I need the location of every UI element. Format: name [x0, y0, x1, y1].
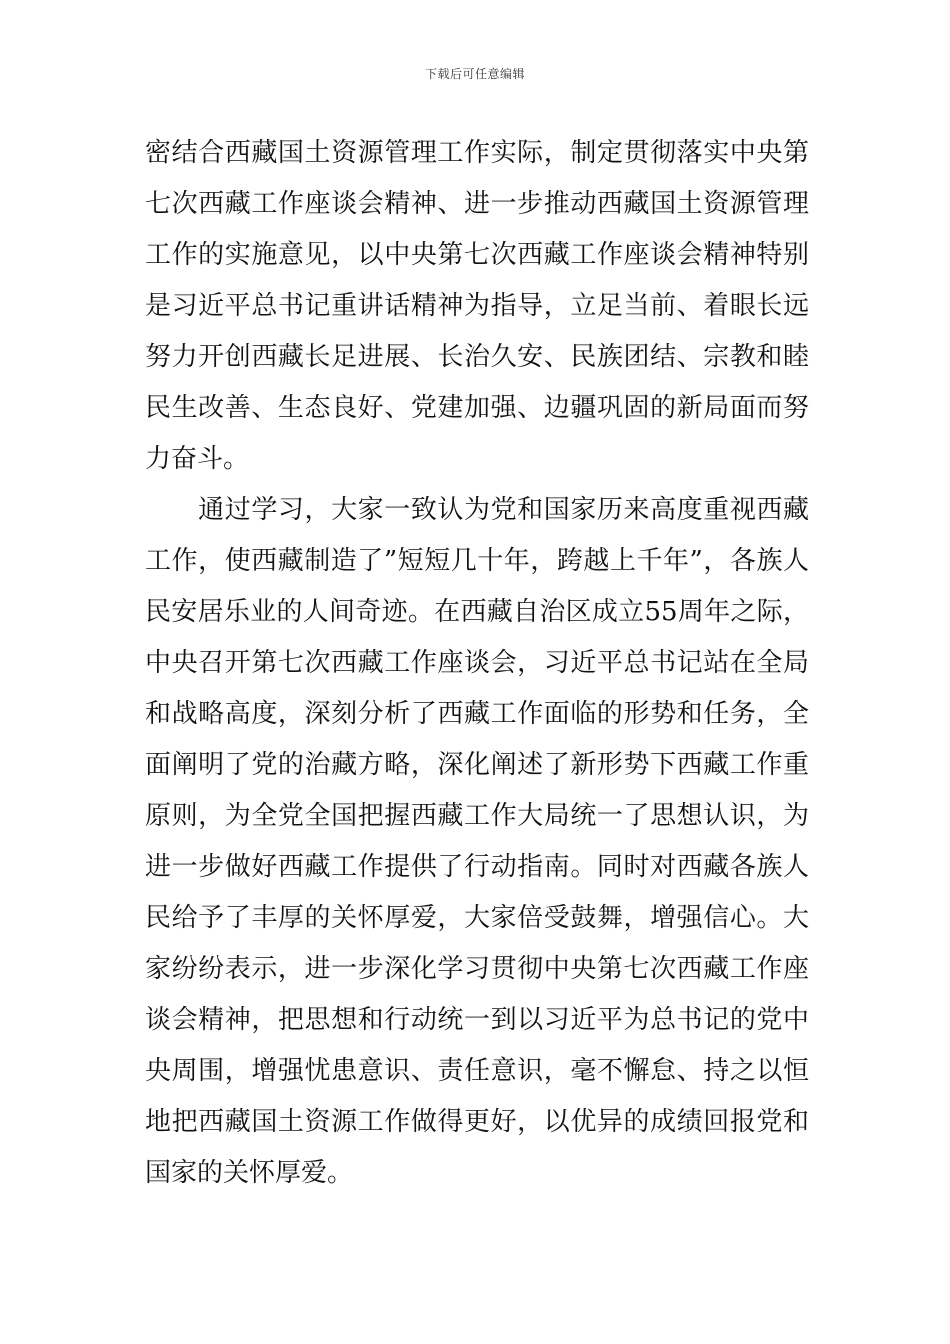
paragraph-line: 面阐明了党的治藏方略，深化阐述了新形势下西藏工作重	[145, 750, 809, 780]
paragraph-2	[145, 485, 809, 1199]
paragraph-line: 七次西藏工作座谈会精神、进一步推动西藏国土资源管理	[145, 189, 809, 219]
paragraph-line: 央周围，增强忧患意识、责任意识，毫不懈怠、持之以恒	[145, 1056, 809, 1086]
page-header: 下载后可任意编辑	[424, 67, 525, 81]
paragraph-line: 地把西藏国土资源工作做得更好，以优异的成绩回报党和	[145, 1107, 809, 1137]
paragraph-line: 工作的实施意见，以中央第七次西藏工作座谈会精神特别	[145, 240, 809, 270]
paragraph-line: 中央召开第七次西藏工作座谈会，习近平总书记站在全局	[145, 648, 809, 678]
paragraph-line: 民生改善、生态良好、党建加强、边疆巩固的新局面而努	[145, 393, 809, 423]
paragraph-line: 谈会精神，把思想和行动统一到以习近平为总书记的党中	[145, 1005, 809, 1035]
paragraph-line: 努力开创西藏长足进展、长治久安、民族团结、宗教和睦	[145, 342, 809, 372]
paragraph-line: 是习近平总书记重讲话精神为指导，立足当前、着眼长远	[145, 291, 809, 321]
paragraph-line: 进一步做好西藏工作提供了行动指南。同时对西藏各族人	[145, 852, 809, 882]
paragraph-line: 国家的关怀厚爱。	[145, 1158, 354, 1188]
paragraph-line: 工作，使西藏制造了”短短几十年，跨越上千年”，各族人	[145, 546, 809, 576]
paragraph-line: 力奋斗。	[145, 444, 250, 474]
paragraph-line: 民安居乐业的人间奇迹。在西藏自治区成立55周年之际，	[145, 597, 809, 627]
paragraph-line: 家纷纷表示，进一步深化学习贯彻中央第七次西藏工作座	[145, 954, 809, 984]
document-body	[145, 128, 809, 1199]
paragraph-1	[145, 128, 809, 485]
paragraph-line: 原则，为全党全国把握西藏工作大局统一了思想认识，为	[145, 801, 809, 831]
paragraph-line: 和战略高度，深刻分析了西藏工作面临的形势和任务，全	[145, 699, 809, 729]
paragraph-line: 民给予了丰厚的关怀厚爱，大家倍受鼓舞，增强信心。大	[145, 903, 809, 933]
paragraph-line: 密结合西藏国土资源管理工作实际，制定贯彻落实中央第	[145, 138, 809, 168]
paragraph-line: 通过学习，大家一致认为党和国家历来高度重视西藏	[145, 495, 809, 525]
